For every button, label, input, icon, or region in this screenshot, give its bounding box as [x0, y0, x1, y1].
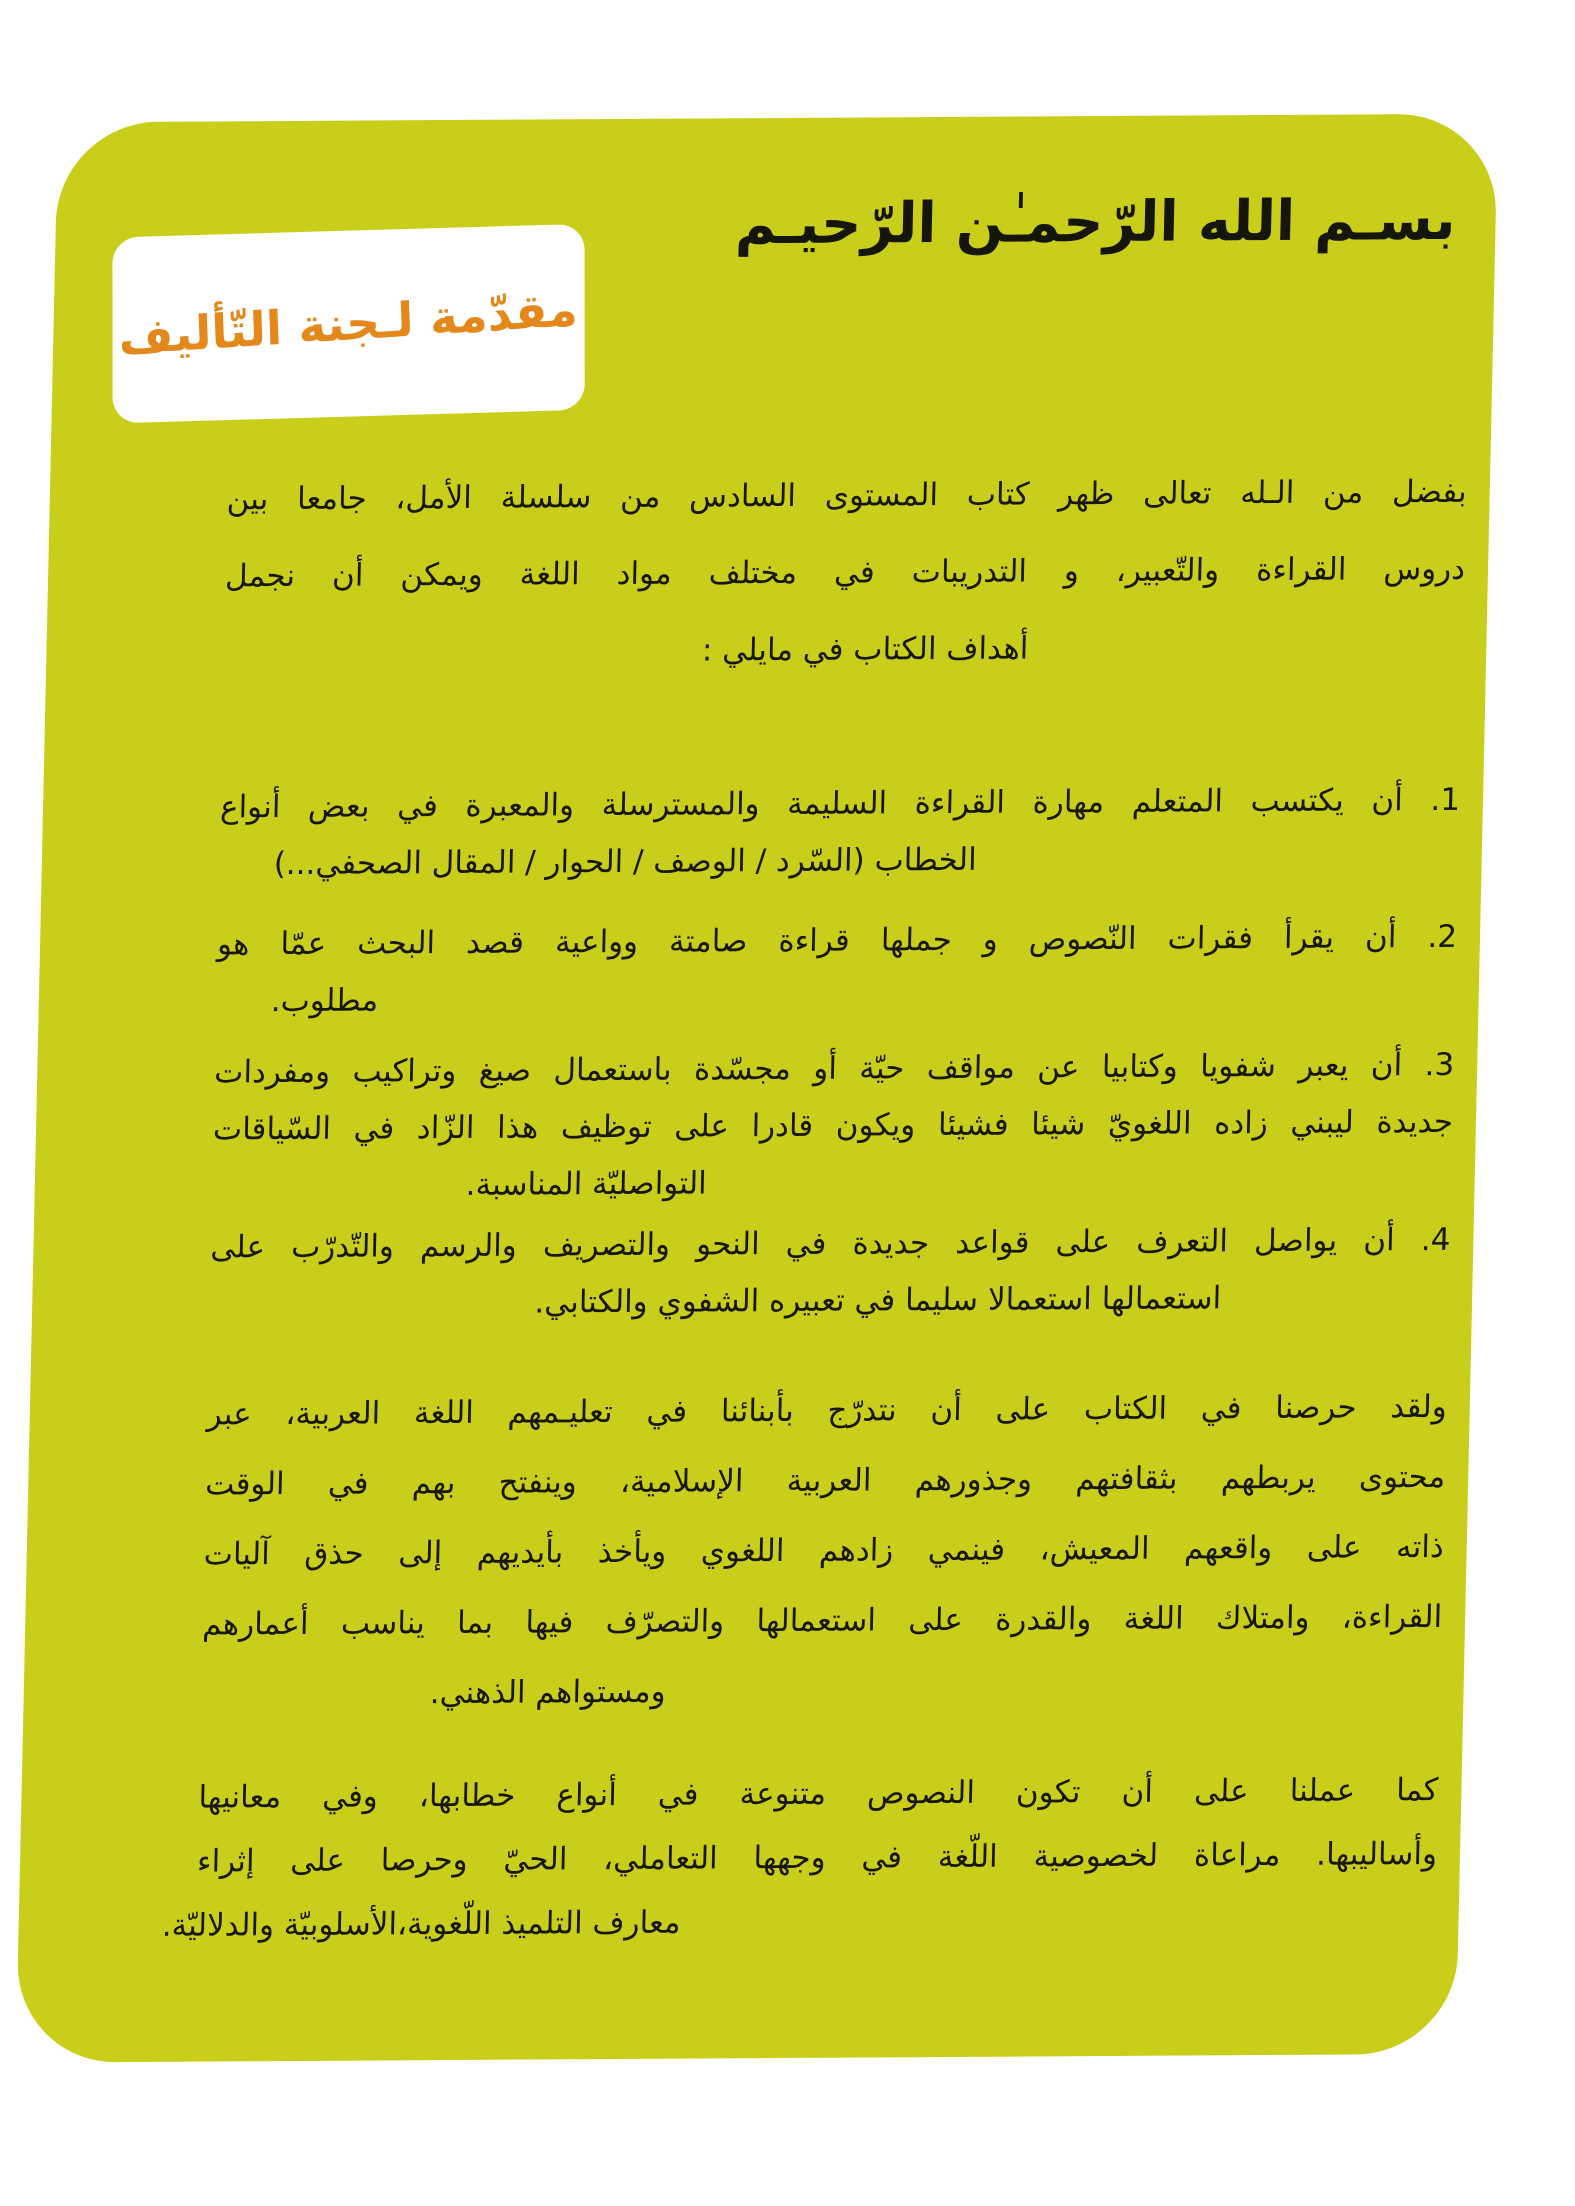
text-line: أهداف الكتاب في مايلي : [701, 630, 1029, 669]
text-line: مطلوب. [270, 982, 379, 1020]
text-line: القراءة، وامتلاك اللغة والقدرة على استعمالها والتصرّف فيها بما يناسب أعمارهم [201, 1598, 1443, 1643]
intro-card [16, 114, 1498, 2063]
text-line: ذاته على واقعهم المعيش، فينمي زادهم اللغوي ويأخذ بأيديهم إلى حذق آليات [203, 1528, 1445, 1573]
text-line: استعمالها استعمالا سليما في تعبيره الشفوي والكتابي. [534, 1280, 1222, 1321]
text-line: دروس القراءة والتّعبير، و التدريبات في مختلف مواد اللغة ويمكن أن نجمل [224, 550, 1466, 595]
text-line: معارف التلميذ اللّغوية،الأسلوبيّة والدلاليّة. [161, 1904, 682, 1944]
text-column [161, 114, 1475, 2062]
committee-label: مقدّمة لـجنة التّأليف [118, 281, 580, 366]
text-line: 3. أن يعبر شفويا وكتابيا عن مواقف حيّة أو مجسّدة باستعمال صيغ وتراكيب ومفردات [213, 1046, 1455, 1091]
goal-item-1 [218, 772, 1460, 894]
approach-paragraph [200, 1372, 1448, 1730]
goal-item-4 [209, 1212, 1451, 1334]
text-line: التواصليّة المناسبة. [465, 1165, 708, 1203]
text-line: 2. أن يقرأ فقرات النّصوص و جملها قراءة صامتة وواعية قصد البحث عمّا هو [216, 918, 1458, 963]
opening-paragraph [223, 454, 1468, 693]
goal-item-2 [215, 909, 1457, 1031]
text-line: وأساليبها. مراعاة لخصوصية اللّغة في وجهها التعاملي، الحيّ وحرصا على إثراء [196, 1836, 1438, 1880]
text-line: جديدة ليبني زاده اللغويّ شيئا فشيئا ويكون قادرا على توظيف هذا الزّاد في السّياقات [212, 1103, 1454, 1148]
text-line: محتوى يربطهم بثقافتهم وجذورهم العربية الإسلامية، وينفتح بهم في الوقت [204, 1458, 1446, 1503]
text-line: ومستواهم الذهني. [429, 1673, 667, 1712]
text-line: الخطاب (السّرد / الوصف / الحوار / المقال الصحفي...) [273, 841, 978, 883]
texts-variety-paragraph [161, 1758, 1439, 1958]
goal-item-3 [211, 1037, 1455, 1216]
text-line: ولقد حرصنا في الكتاب على أن نتدرّج بأبنائنا في تعليـمهم اللغة العربية، عبر [206, 1388, 1448, 1433]
text-line: 1. أن يكتسب المتعلم مهارة القراءة السليمة والمسترسلة والمعبرة في بعض أنواع [219, 781, 1461, 826]
basmala-heading: بسـم الله الرّحمـٰن الرّحيـم [734, 187, 1457, 258]
text-line: 4. أن يواصل التعرف على قواعد جديدة في النحو والتصريف والرسم والتّدرّب على [210, 1221, 1451, 1266]
text-line: كما عملنا على أن تكون النصوص متنوعة في أنواع خطابها، وفي معانيها [198, 1771, 1439, 1816]
text-line: بفضل من الـله تعالى ظهر كتاب المستوى السادس من سلسلة الأمل، جامعا بين [226, 473, 1468, 518]
